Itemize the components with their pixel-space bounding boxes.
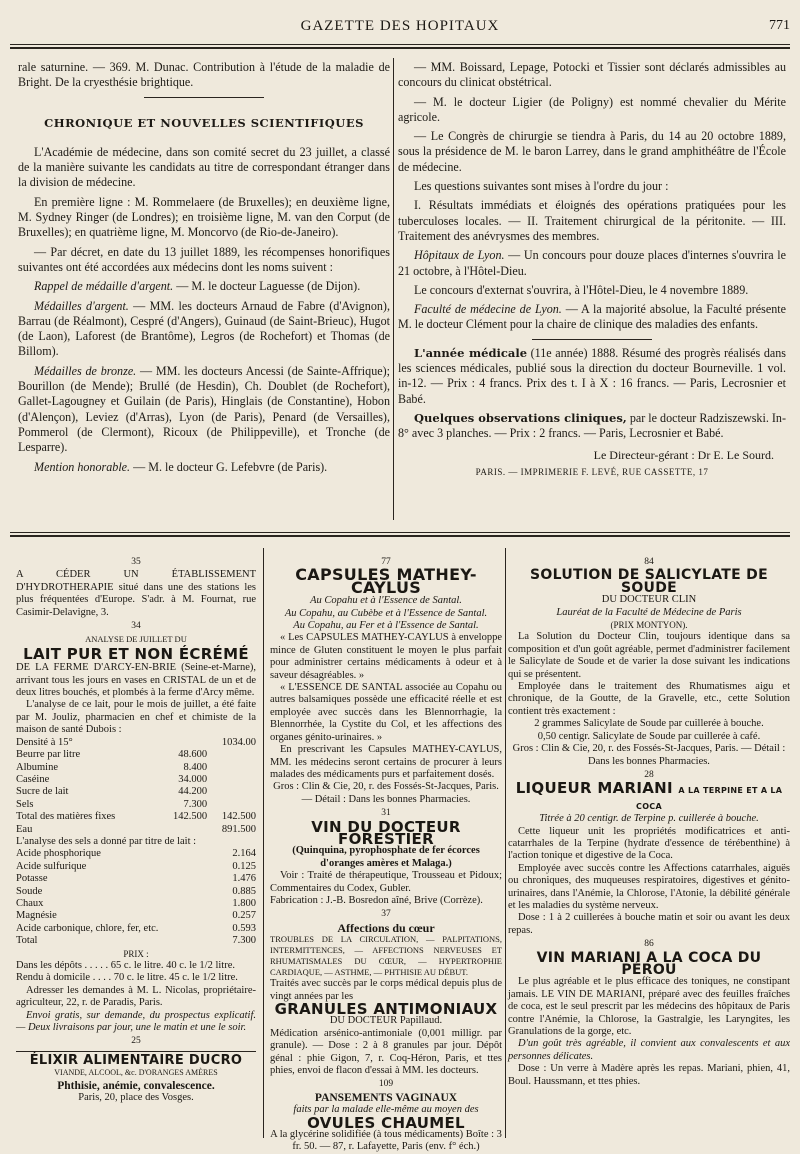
quelques-title: Quelques observations cliniques, (414, 410, 627, 425)
traites-text: Traités avec succès par le corps médical depuis plus de vingt années par les (270, 978, 502, 1002)
table-row (16, 923, 256, 935)
resultats-paragraph: I. Résultats immédiats et éloignés des opérations pratiquées pour les tuberculoses locales. — II. Traitement chirurgical de la péritonite. — III. Traitement des anévrysmes des membres. (398, 198, 786, 243)
quelques-paragraph (398, 411, 786, 442)
prix-depots: Dans les dépôts . . . . . 65 c. le litre. 40 c. le 1/2 litre. (16, 960, 235, 971)
hydrotherapie-ad: A CÉDER UN ÉTABLISSEMENT D'HYDROTHERAPIE situé dans une des stations les plus fréquentées d'Europe. S'adr. à M. Fournat, rue Casimir-Delavigne, 3. (16, 569, 256, 618)
header-rule (10, 44, 790, 45)
argent-paragraph (18, 299, 390, 360)
montyon-line: (PRIX MONTYON). (610, 620, 688, 631)
capsules-quote-2: « L'ESSENCE DE SANTAL associée au Copahu ou autres balsamiques possède une efficacité réelle et est employée avec succès dans les Blennorrhagie, la Blennorrhée, la Cystite du Col, et les affections des organes génito-urinaires. » (270, 682, 502, 743)
table-row (16, 898, 256, 910)
capsules-quote-1: « Les CAPSULES MATHEY-CAYLUS à enveloppe mince de Gluten constituent le moyen le plus parfait pour administrer certains médicaments à odeur et à saveur désagréables. » (270, 632, 502, 681)
row-value: 8.400 (183, 761, 208, 773)
ad-number: 84 (644, 557, 654, 567)
row-label: Caséine (16, 773, 50, 785)
argent-text: — MM. les docteurs Arnaud de Fabre (d'Avignon), Barrau (de Réalmont), Cespré (d'Angers), Guinaud (de Saint-Brieuc), Hugot (de Laon), Laforest (de Brantôme), Legros (de Rochefort) et Thomas (de Billom). (18, 298, 390, 359)
liqueur-subtitle: A LA TERPINE ET A LA COCA (636, 786, 783, 811)
envoi-text: Envoi gratis, sur demande, du prospectus explicatif. — Deux livraisons par jour, une le matin et une le soir. (16, 1009, 256, 1034)
page-number: 771 (769, 18, 790, 33)
laureat-line: Lauréat de la Faculté de Médecine de Paris (556, 606, 742, 618)
table-row (16, 861, 256, 873)
upper-right-column (398, 60, 786, 480)
row-value: 0.885 (232, 885, 256, 897)
row-label: Magnésie (16, 910, 57, 922)
divider (16, 1051, 256, 1052)
faculte-text: — A la majorité absolue, la Faculté présente M. le docteur Clément pour la chaire de clinique des maladies des enfants. (398, 302, 786, 332)
solution-text-1: La Solution du Docteur Clin, toujours identique dans sa composition et d'un goût agréable, permet d'administrer facilement le Salicylate de Soude et de varier la dose suivant les indications qui se présentent. (508, 631, 790, 680)
table-row (16, 886, 256, 898)
ads-divider-2 (505, 548, 506, 1138)
dose-line-2: 0,50 centigr. Salicylate de Soude par cuillerée à café. (537, 730, 761, 742)
quelques-text: par le docteur Radziszewski. In-8° avec 3 planches. — Prix : 2 francs. — Paris, Lecrosnier et Babé. (398, 410, 786, 441)
section-title: CHRONIQUE ET NOUVELLES SCIENTIFIQUES (44, 115, 364, 130)
vin-mariani-text-1: Le plus agréable et le plus efficace des toniques, ne constipant jamais. LE VIN DE MARIANI, préparé avec des feuilles fraîches de coca, est le seul prescrit par les médecins des hôpitaux de Paris contre l'Anémie, la Chlorose, la Gastralgie, les Laryngites, les Granulations de la gorge, etc. (508, 976, 790, 1038)
solution-title: SOLUTION DE SALICYLATE DE SOUDE (530, 567, 768, 596)
decret-paragraph: — Par décret, en date du 13 juillet 1889, les récompenses honorifiques suivantes ont été accordées aux médecins dont les noms suivent : (18, 244, 390, 274)
rappel-label: Rappel de médaille d'argent. (34, 279, 174, 294)
phthisie-line: Phthisie, anémie, convalescence. (57, 1079, 215, 1092)
row-value: 34.000 (178, 773, 208, 785)
prix-domicile: Rendu à domicile . . . . 70 c. le litre. 45 c. le 1/2 litre. (16, 972, 238, 984)
row-label: Sels (16, 798, 34, 810)
table-row (16, 873, 256, 885)
candidats-paragraph: En première ligne : M. Rommelaere (de Bruxelles); en deuxième ligne, M. Sydney Ringer (de Londres); en troisième ligne, M. van den Corput (de Bruxelles); en quatrième ligne, M. Moncorvo (de Rio-de-Janeiro). (18, 194, 390, 240)
ad-number: 35 (131, 557, 141, 567)
row-label: Acide carbonique, chlore, fer, etc. (16, 922, 159, 934)
academie-paragraph: L'Académie de médecine, dans son comité secret du 23 juillet, a classé de la manière suivante les candidats au titre de correspondant étranger dans la division de médecine. (18, 144, 390, 190)
hopitaux-text: — Un concours pour douze places d'internes s'ouvrira le 21 octobre, à l'Hôtel-Dieu. (398, 248, 786, 278)
divider (532, 339, 652, 340)
row-label: Total (16, 935, 38, 947)
row-value: 0.125 (232, 860, 256, 872)
ferme-text: DE LA FERME D'ARCY-EN-BRIE (Seine-et-Marne), arrivant tous les jours en vases en CRISTAL de un et de deux litres bouchés, et plombés à la ferme d'Arcy même. (16, 662, 256, 699)
journal-title: GAZETTE DES HOPITAUX (300, 18, 500, 34)
table-row (16, 811, 256, 823)
gerant-text: Le Directeur-gérant : Dr E. Le Sourd. (593, 447, 774, 462)
upper-left-column (18, 60, 390, 479)
solution-text-2: Employée dans le traitement des Rhumatismes aigu et chronique, de la Goutte, de la Gravelle, etc., cette Solution contient très exactement : (508, 681, 790, 717)
annee-title: L'année médicale (414, 345, 528, 360)
row-value: 142.500 (172, 811, 208, 823)
row-value (207, 799, 256, 811)
liqueur-text-1: Cette liqueur unit les propriétés modificatrices et anti-catarrhales de la Terpine (hydrate d'essence de térébenthine) à l'action tonique et digestive de la Coca. (508, 825, 790, 862)
ovules-title: OVULES CHAUMEL (307, 1113, 465, 1132)
capsules-variant-1: Au Copahu et à l'Essence de Santal. (310, 595, 462, 607)
annee-text: (11e année) 1888. Résumé des progrès réalisés dans les sciences médicales, publié sous la direction du docteur Bourneville. 1 vol. in-12. — Prix : 4 francs. Prix des t. I à X : 16 francs. — Paris, Lecrosnier et Babé. (398, 345, 787, 406)
row-label: Eau (16, 823, 33, 835)
prix-label: PRIX : (123, 948, 149, 959)
mention-text: — M. le docteur G. Lefebvre (de Paris). (130, 459, 328, 474)
ad-number: 25 (131, 1036, 141, 1047)
row-value (207, 749, 256, 761)
table-row (16, 749, 256, 761)
merite-paragraph: — M. le docteur Ligier (de Poligny) est nommé chevalier du Mérite agricole. (398, 94, 786, 124)
liqueur-name: LIQUEUR MARIANI (515, 779, 673, 798)
table-row (16, 910, 256, 922)
ad-number: 77 (381, 557, 391, 567)
gerant-signature (398, 448, 786, 463)
clinicat-paragraph: — MM. Boissard, Lepage, Potocki et Tissier sont déclarés admissibles au concours du clinicat obstétrical. (398, 60, 786, 90)
rappel-paragraph (18, 279, 390, 294)
clin-line: DU DOCTEUR CLIN (601, 594, 697, 606)
capsules-gros: Gros : Clin & Cie, 20, r. des Fossés-St-Jacques, Paris. — Détail : Dans les bonnes Pharmacies. (273, 781, 499, 805)
row-value: 2.164 (232, 848, 256, 860)
ad-column-middle (270, 555, 502, 1154)
vin-mariani-dose: Dose : Un verre à Madère après les repas. Mariani, phien, 41, Boul. Haussmann, et ttes phies. (508, 1063, 790, 1087)
mention-paragraph (18, 460, 390, 475)
faculte-label: Faculté de médecine de Lyon. (414, 302, 562, 317)
table-row (16, 935, 256, 947)
liqueur-title (508, 779, 790, 813)
granules-title: GRANULES ANTIMONIAUX (274, 1000, 498, 1018)
faculte-paragraph (398, 302, 786, 333)
argent-label: Médailles d'argent. (34, 298, 129, 313)
mention-label: Mention honorable. (34, 459, 131, 474)
vin-forestier-subtitle: (Quinquina, pyrophosphate de fer écorces d'oranges amères et Malaga.) (292, 845, 480, 869)
annee-paragraph (398, 346, 786, 407)
capsules-title: CAPSULES MATHEY-CAYLUS (295, 565, 477, 597)
elixir-address: Paris, 20, place des Vosges. (78, 1092, 194, 1104)
row-value (158, 737, 207, 749)
row-value (158, 824, 207, 836)
elixir-title: ÉLIXIR ALIMENTAIRE DUCRO (29, 1052, 243, 1068)
analyse-heading: ANALYSE DE JUILLET DU (85, 634, 187, 645)
liqueur-dose: Dose : 1 à 2 cuillerées à bouche matin et soir ou avant les deux repas. (508, 912, 790, 936)
congres-paragraph: — Le Congrès de chirurgie se tiendra à Paris, du 14 au 20 octobre 1889, sous la présidence de M. le baron Larrey, dans le grand amphithéâtre de l'École de médecine. (398, 129, 786, 174)
vin-voir: Voir : Traité de thérapeutique, Trousseau et Pidoux; Commentaires du Codex, Gubler. (270, 870, 502, 894)
divider (144, 97, 264, 98)
solution-gros: Gros : Clin & Cie, 20, r. des Fossés-St-Jacques, Paris. — Détail : Dans les bonnes Pharmacies. (512, 743, 786, 767)
row-label: Albumine (16, 761, 58, 773)
row-label: Potasse (16, 873, 48, 885)
vin-fabrication: Fabrication : J.-B. Bosredon aîné, Brive (Corrèze). (270, 894, 483, 906)
row-label: Soude (16, 885, 43, 897)
row-label: Chaux (16, 897, 44, 909)
row-value (207, 774, 256, 786)
vin-forestier-title: VIN DU DOCTEUR FORESTIER (311, 817, 461, 848)
table-row (16, 848, 256, 860)
adresser-text: Adresser les demandes à M. L. Nicolas, propriétaire-agriculteur, 22, r. de Paradis, Paris. (16, 984, 256, 1009)
ad-number: 31 (381, 808, 391, 819)
ad-number: 109 (378, 1079, 394, 1090)
ad-number: 28 (644, 769, 654, 780)
vin-mariani-title: VIN MARIANI A LA COCA DU PÉROU (536, 949, 762, 978)
elixir-subtitle: VIANDE, ALCOOL, &c. D'ORANGES AMÈRES (54, 1068, 218, 1078)
lait-title: LAIT PUR ET NON ÉCRÉMÉ (23, 644, 249, 663)
row-value: 1034.00 (221, 736, 256, 748)
row-value: 1.800 (232, 897, 256, 909)
vin-mariani-text-2: D'un goût très agréable, il convient aux convalescents et aux personnes délicates. (508, 1038, 790, 1062)
row-label: Sucre de lait (16, 786, 69, 798)
ads-divider-1 (263, 548, 264, 1138)
row-value: 0.593 (232, 922, 256, 934)
imprint-line: PARIS. — IMPRIMERIE F. LEVÉ, RUE CASSETTE, 17 (475, 466, 709, 477)
row-value: 142.500 (221, 811, 256, 823)
capsules-prescription: En prescrivant les Capsules MATHEY-CAYLUS, MM. les médecins seront certains de procurer à leurs malades des médicaments purs et parfaitement dosés. (270, 744, 502, 780)
table-row (16, 774, 256, 786)
ad-column-left (16, 555, 256, 1104)
hopitaux-paragraph (398, 248, 786, 279)
ad-number: 34 (131, 621, 141, 632)
row-value: 0.257 (232, 910, 256, 922)
liqueur-text-2: Employée avec succès contre les Affections catarrhales, aiguës ou chroniques, des muqueuses respiratoires, digestives et génito-urinaires, dans l'Anémie, la Chlorose, l'Atonie, la débilité générale et les maladies du système nerveux. (508, 862, 790, 911)
row-value: 7.300 (232, 935, 256, 947)
sels-text: L'analyse des sels a donné par titre de lait : (16, 835, 197, 847)
affections-title: Affections du cœur (337, 920, 435, 935)
ad-number: 86 (644, 939, 654, 950)
ovules-text: A la glycérine solidifiée (à tous médicaments) Boîte : 3 fr. 50. — 87, r. Lafayette, Paris (env. f° éch.) (270, 1129, 502, 1153)
row-value (207, 762, 256, 774)
troubles-text: TROUBLES DE LA CIRCULATION, — PALPITATIONS, INTERMITTENCES, — AFFECTIONS NERVEUSES ET RHUMATISMALES DU CŒUR, — HYPERTROPHIE CARDIAQUE, — ASTHME, — PHTHISIE AU DÉBUT. (270, 934, 502, 978)
bronze-label: Médailles de bronze. (34, 363, 137, 378)
bibliography-entry: rale saturnine. — 369. M. Dunac. Contribution à l'étude de la maladie de Bright. De la cryesthésie brightique. (18, 60, 390, 90)
bronze-paragraph (18, 364, 390, 456)
titree-line: Titrée à 20 centigr. de Terpine p. cuillerée à bouche. (539, 813, 759, 825)
bronze-text: — MM. les docteurs Ancessi (de Sainte-Affrique); Bourillon (de Mende); Brullé (de Hesdin), Ch. Doublet (de Rochefort), Gallet-Lagougney et Guilain (de Paris), Hinglais (de Constantine), Hobon (d'Alençon), Leviez (d'Arras), Lyon (de Paris), Penard (de Versailles), Pommerol (de Clermont), Ricoux (de Philippeville), et Tronche (de Lesparre). (18, 363, 390, 455)
ads-rule-top (10, 532, 790, 533)
ads-rule-top-thick (10, 535, 790, 537)
analyse-text: L'analyse de ce lait, pour le mois de juillet, a été faite par M. Jouliz, pharmacien en chef et chimiste de la maison de santé Dubois : (16, 699, 256, 736)
questions-paragraph: Les questions suivantes sont mises à l'ordre du jour : (414, 179, 669, 194)
row-label: Acide sulfurique (16, 860, 87, 872)
page-header (0, 18, 800, 42)
row-label: Densité à 15° (16, 736, 73, 748)
hopitaux-label: Hôpitaux de Lyon. (414, 248, 505, 263)
header-rule-thick (10, 47, 790, 49)
table-row (16, 786, 256, 798)
medication-text: Médication arsénico-antimoniale (0,001 milligr. par granule). — Dose : 2 à 8 granules par jour. Dépôt génal : phie Gigon, 7, r. Coq-Héron, Paris, et ttes phies, envoi de flacon d'essai à MM. les docteurs. (270, 1027, 502, 1077)
pansements-subtitle: faits par la malade elle-même au moyen des (293, 1104, 479, 1116)
table-row (16, 737, 256, 749)
row-label: Total des matières fixes (16, 811, 116, 823)
dose-line-1: 2 grammes Salicylate de Soude par cuillerée à bouche. (534, 718, 764, 730)
row-label: Acide phosphorique (16, 848, 101, 860)
row-value (207, 786, 256, 798)
externat-paragraph: Le concours d'externat s'ouvrira, à l'Hôtel-Dieu, le 4 novembre 1889. (414, 282, 749, 297)
row-value: 7.300 (183, 798, 208, 810)
lait-analysis-table (16, 737, 256, 836)
papillaud-line: DU DOCTEUR Papillaud. (329, 1015, 443, 1027)
rappel-text: — M. le docteur Laguesse (de Dijon). (173, 279, 361, 294)
capsules-variant-3: Au Copahu, au Fer et à l'Essence de Santal. (293, 620, 479, 632)
row-value: 1.476 (232, 873, 256, 885)
sels-table (16, 848, 256, 947)
row-label: Beurre par litre (16, 749, 81, 761)
table-row (16, 824, 256, 836)
pansements-title: PANSEMENTS VAGINAUX (314, 1091, 458, 1104)
table-row (16, 799, 256, 811)
table-row (16, 762, 256, 774)
row-value: 48.600 (178, 749, 208, 761)
ad-number: 37 (381, 909, 391, 920)
capsules-variant-2: Au Copahu, au Cubèbe et à l'Essence de Santal. (284, 607, 488, 619)
row-value: 44.200 (178, 786, 208, 798)
ad-column-right (508, 555, 790, 1088)
column-divider (393, 58, 394, 520)
row-value: 891.500 (221, 823, 256, 835)
